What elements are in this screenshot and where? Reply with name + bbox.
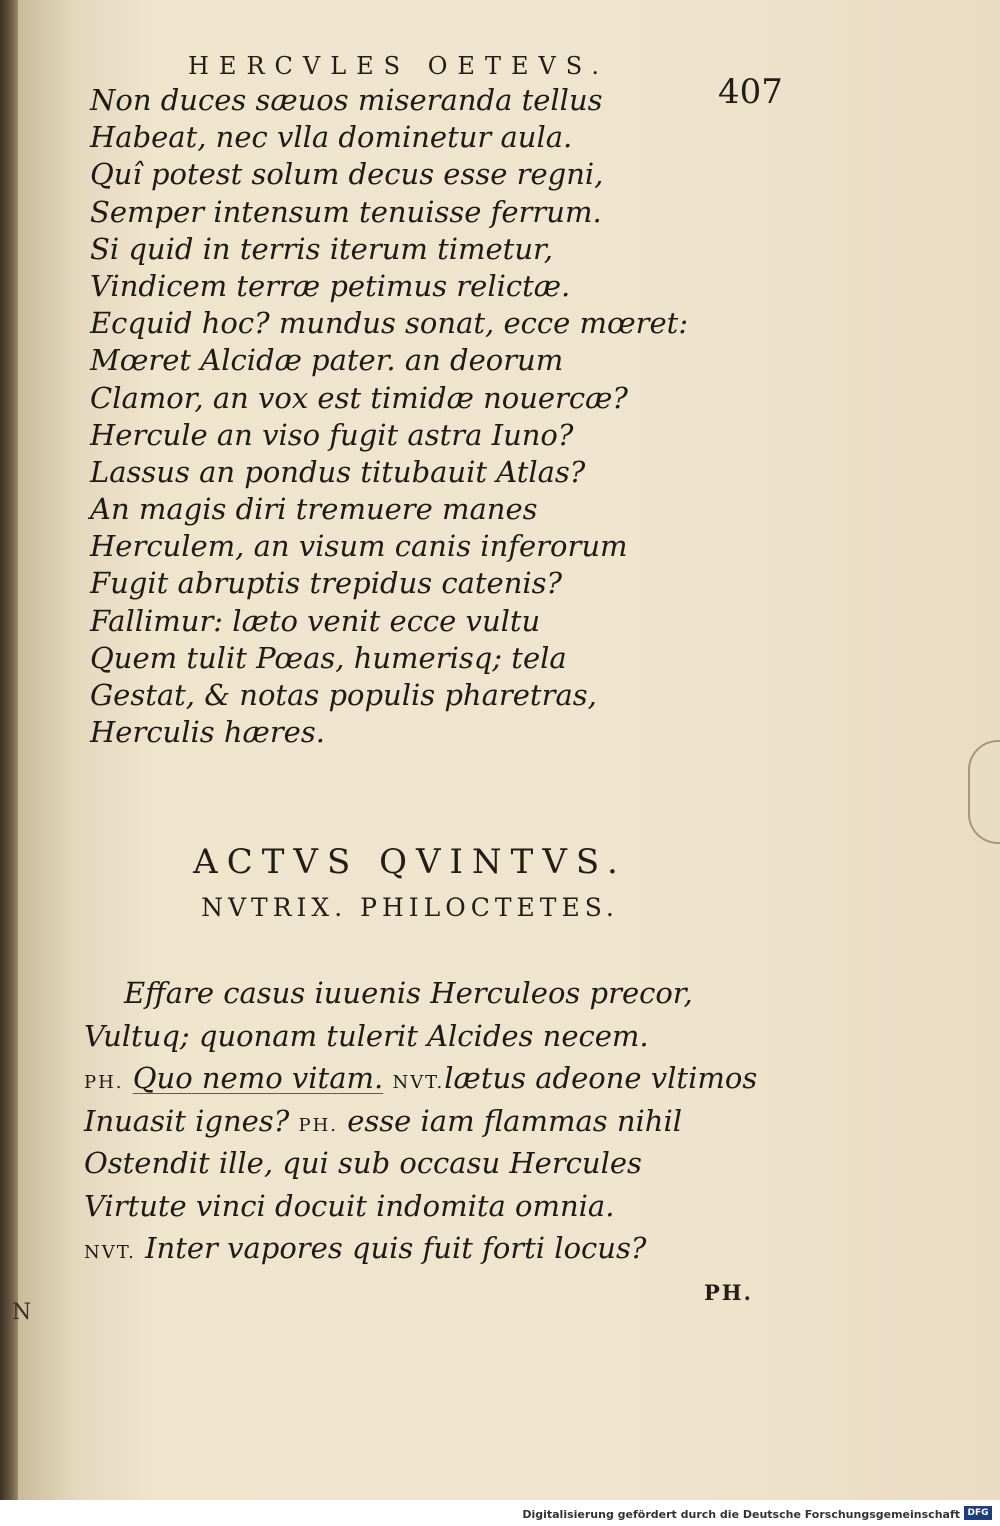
verse-line: Herculem, an visum canis inferorum: [90, 529, 628, 564]
page-curl: [968, 740, 1000, 844]
dialogue-line: [84, 1185, 757, 1228]
dialogue-text: esse iam flammas nihil: [347, 1103, 683, 1138]
verse-line: Clamor, an vox est timidæ nouercæ?: [90, 380, 628, 415]
verse-line: An magis diri tremuere manes: [90, 492, 538, 527]
act-heading: ACTVS QVINTVS.: [193, 842, 627, 882]
verse-line: Mœret Alcidæ pater. an deorum: [90, 343, 564, 378]
dramatis-personae: NVTRIX. PHILOCTETES.: [201, 893, 619, 922]
verse-line: Lassus an pondus titubauit Atlas?: [90, 454, 586, 489]
dialogue-text: Ostendit ille, qui sub occasu Hercules: [84, 1146, 642, 1180]
dialogue-line: [84, 1100, 757, 1143]
verse-line: Gestat, & notas populis pharetras,: [90, 678, 597, 712]
verse-line: Non duces sæuos miseranda tellus: [90, 83, 603, 117]
dialogue-text: Inter vapores quis fuit forti locus?: [145, 1231, 647, 1265]
funding-notice: Digitalisierung gefördert durch die Deutsche Forschungsgemeinschaft: [522, 1508, 960, 1521]
verse-line: Herculis hæres.: [90, 715, 325, 750]
verse-line: Fallimur: læto venit ecce vultu: [90, 603, 541, 638]
verse-line: Ecquid hoc? mundus sonat, ecce mœret:: [90, 306, 689, 341]
speaker-label: PH.: [84, 1072, 124, 1093]
dialogue-line: [84, 1142, 757, 1185]
verse-line: Habeat, nec vlla dominetur aula.: [90, 120, 573, 155]
dialogue-text: Vultuq; quonam tulerit Alcides necem.: [84, 1018, 649, 1053]
catchword: PH.: [704, 1280, 753, 1305]
verse-line: Fugit abruptis trepidus catenis?: [90, 566, 563, 601]
speaker-label: NVT.: [84, 1242, 136, 1263]
margin-mark: N: [12, 1300, 32, 1325]
verse-line: Quem tulit Pœas, humerisq; tela: [90, 640, 567, 675]
dialogue-line: [84, 1227, 757, 1270]
verse-line: Quî potest solum decus esse regni,: [90, 157, 604, 192]
dialogue-text: lætus adeone vltimos: [444, 1061, 758, 1095]
dialogue-text: Effare casus iuuenis Herculeos precor,: [124, 976, 693, 1010]
running-head: HERCVLES OETEVS.: [188, 52, 610, 80]
dfg-logo-icon: DFG: [964, 1506, 992, 1520]
page-number: 407: [718, 72, 783, 112]
dialogue-line: [84, 1057, 757, 1100]
dialogue-text: Inuasit ignes?: [84, 1103, 290, 1138]
speaker-label: NVT.: [392, 1072, 445, 1093]
verse-line: Semper intensum tenuisse ferrum.: [90, 194, 602, 229]
dialogue-text: Virtute vinci docuit indomita omnia.: [84, 1188, 615, 1223]
speaker-label: PH.: [298, 1114, 338, 1136]
verse-block: [90, 82, 688, 751]
dialogue-text: Quo nemo vitam.: [132, 1061, 384, 1095]
dialogue-block: [84, 972, 757, 1270]
verse-line: Vindicem terræ petimus relictæ.: [90, 268, 571, 303]
verse-line: Si quid in terris iterum timetur,: [90, 231, 553, 266]
verse-line: Hercule an viso fugit astra Iuno?: [90, 417, 574, 452]
dialogue-line: [84, 1015, 757, 1058]
book-spine-edge: [0, 0, 18, 1500]
dialogue-line: [84, 972, 757, 1015]
